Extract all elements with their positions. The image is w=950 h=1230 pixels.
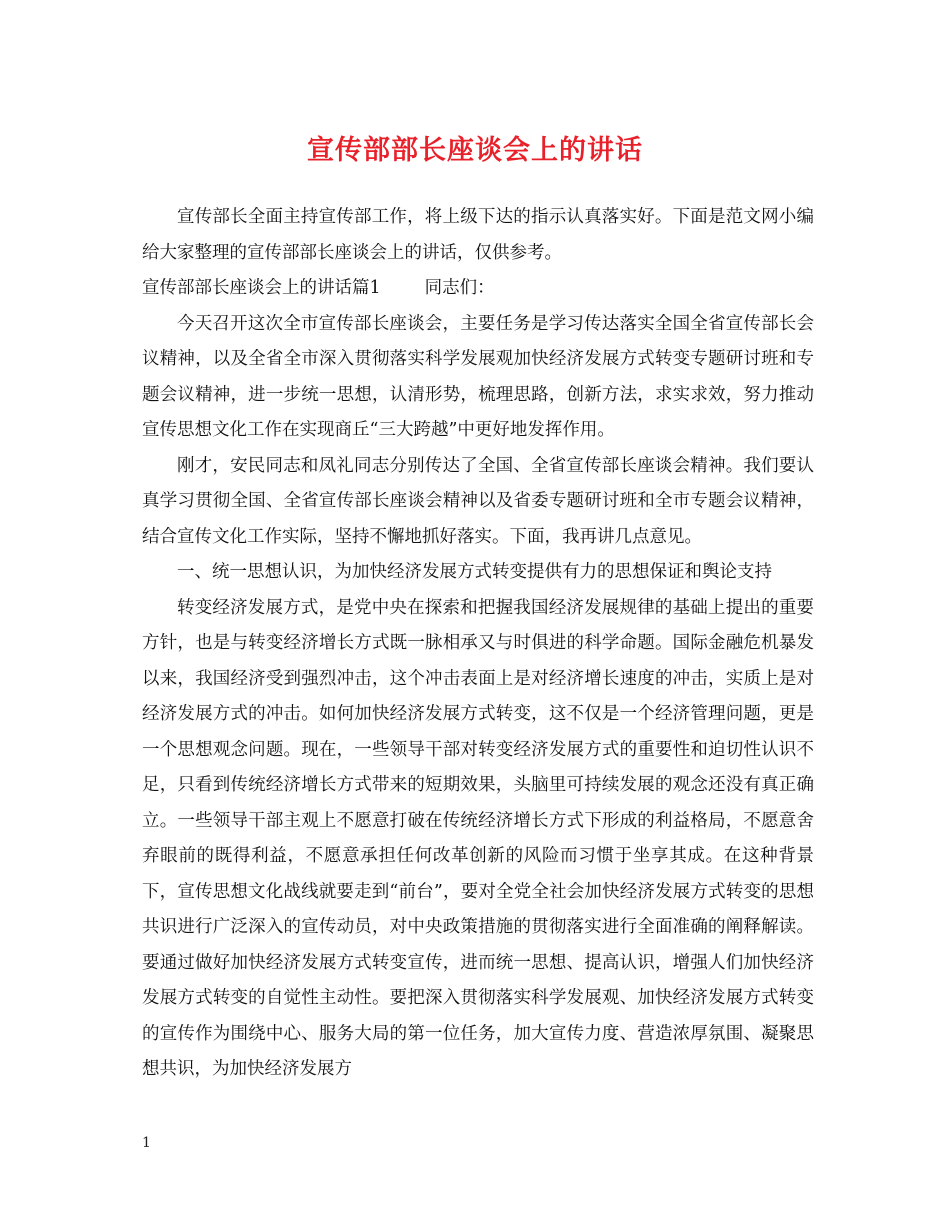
body-paragraph: 今天召开这次全市宣传部长座谈会，主要任务是学习传达落实全国全省宣传部长会议精神，以及全省全市深入贯彻落实科学发展观加快经济发展方式转变专题研讨班和专题会议精神，进一步统一思想，认清形势，梳理思路，创新方法，求实求效，努力推动宣传思想文化工作在实现商丘“三大跨越”中更好地发挥作用。	[142, 313, 814, 440]
body-paragraph: 转变经济发展方式，是党中央在探索和把握我国经济发展规律的基础上提出的重要方针，也是与转变经济增长方式既一脉相承又与时俱进的科学命题。国际金融危机暴发以来，我国经济受到强烈冲击，这个冲击表面上是对经济增长速度的冲击，实质上是对经济发展方式的冲击。如何加快经济发展方式转变，这不仅是一个经济管理问题，更是一个思想观念问题。现在，一些领导干部对转变经济发展方式的重要性和迫切性认识不足，只看到传统经济增长方式带来的短期效果，头脑里可持续发展的观念还没有真正确立。一些领导干部主观上不愿意打破在传统经济增长方式下形成的利益格局，不愿意舍弃眼前的既得利益，不愿意承担任何改革创新的风险而习惯于坐享其成。在这种背景下，宣传思想文化战线就要走到“前台”，要对全党全社会加快经济发展方式转变的思想共识进行广泛深入的宣传动员，对中央政策措施的贯彻落实进行全面准确的阐释解读。要通过做好加快经济发展方式转变宣传，进而统一思想、提高认识，增强人们加快经济发展方式转变的自觉性主动性。要把深入贯彻落实科学发展观、加快经济发展方式转变的宣传作为围绕中心、服务大局的第一位任务，加大宣传力度、营造浓厚氛围、凝聚思想共识，为加快经济发展方	[142, 597, 814, 1079]
page-number: 1	[142, 1135, 151, 1151]
document-body	[142, 200, 814, 1088]
section-heading-line	[142, 271, 814, 307]
section-subheading: 一、统一思想认识，为加快经济发展方式转变提供有力的思想保证和舆论支持	[177, 562, 772, 582]
intro-paragraph: 宣传部长全面主持宣传部工作，将上级下达的指示认真落实好。下面是范文网小编给大家整理的宣传部部长座谈会上的讲话，仅供参考。	[142, 207, 814, 263]
body-paragraph: 刚才，安民同志和凤礼同志分别传达了全国、全省宣传部长座谈会精神。我们要认真学习贯彻全国、全省宣传部长座谈会精神以及省委专题研讨班和全市专题会议精神，结合宣传文化工作实际，坚持不懈地抓好落实。下面，我再讲几点意见。	[142, 455, 814, 547]
salutation: 同志们：	[424, 278, 495, 298]
document-title: 宣传部部长座谈会上的讲话	[307, 135, 643, 166]
section-heading: 宣传部部长座谈会上的讲话篇1	[142, 278, 381, 298]
